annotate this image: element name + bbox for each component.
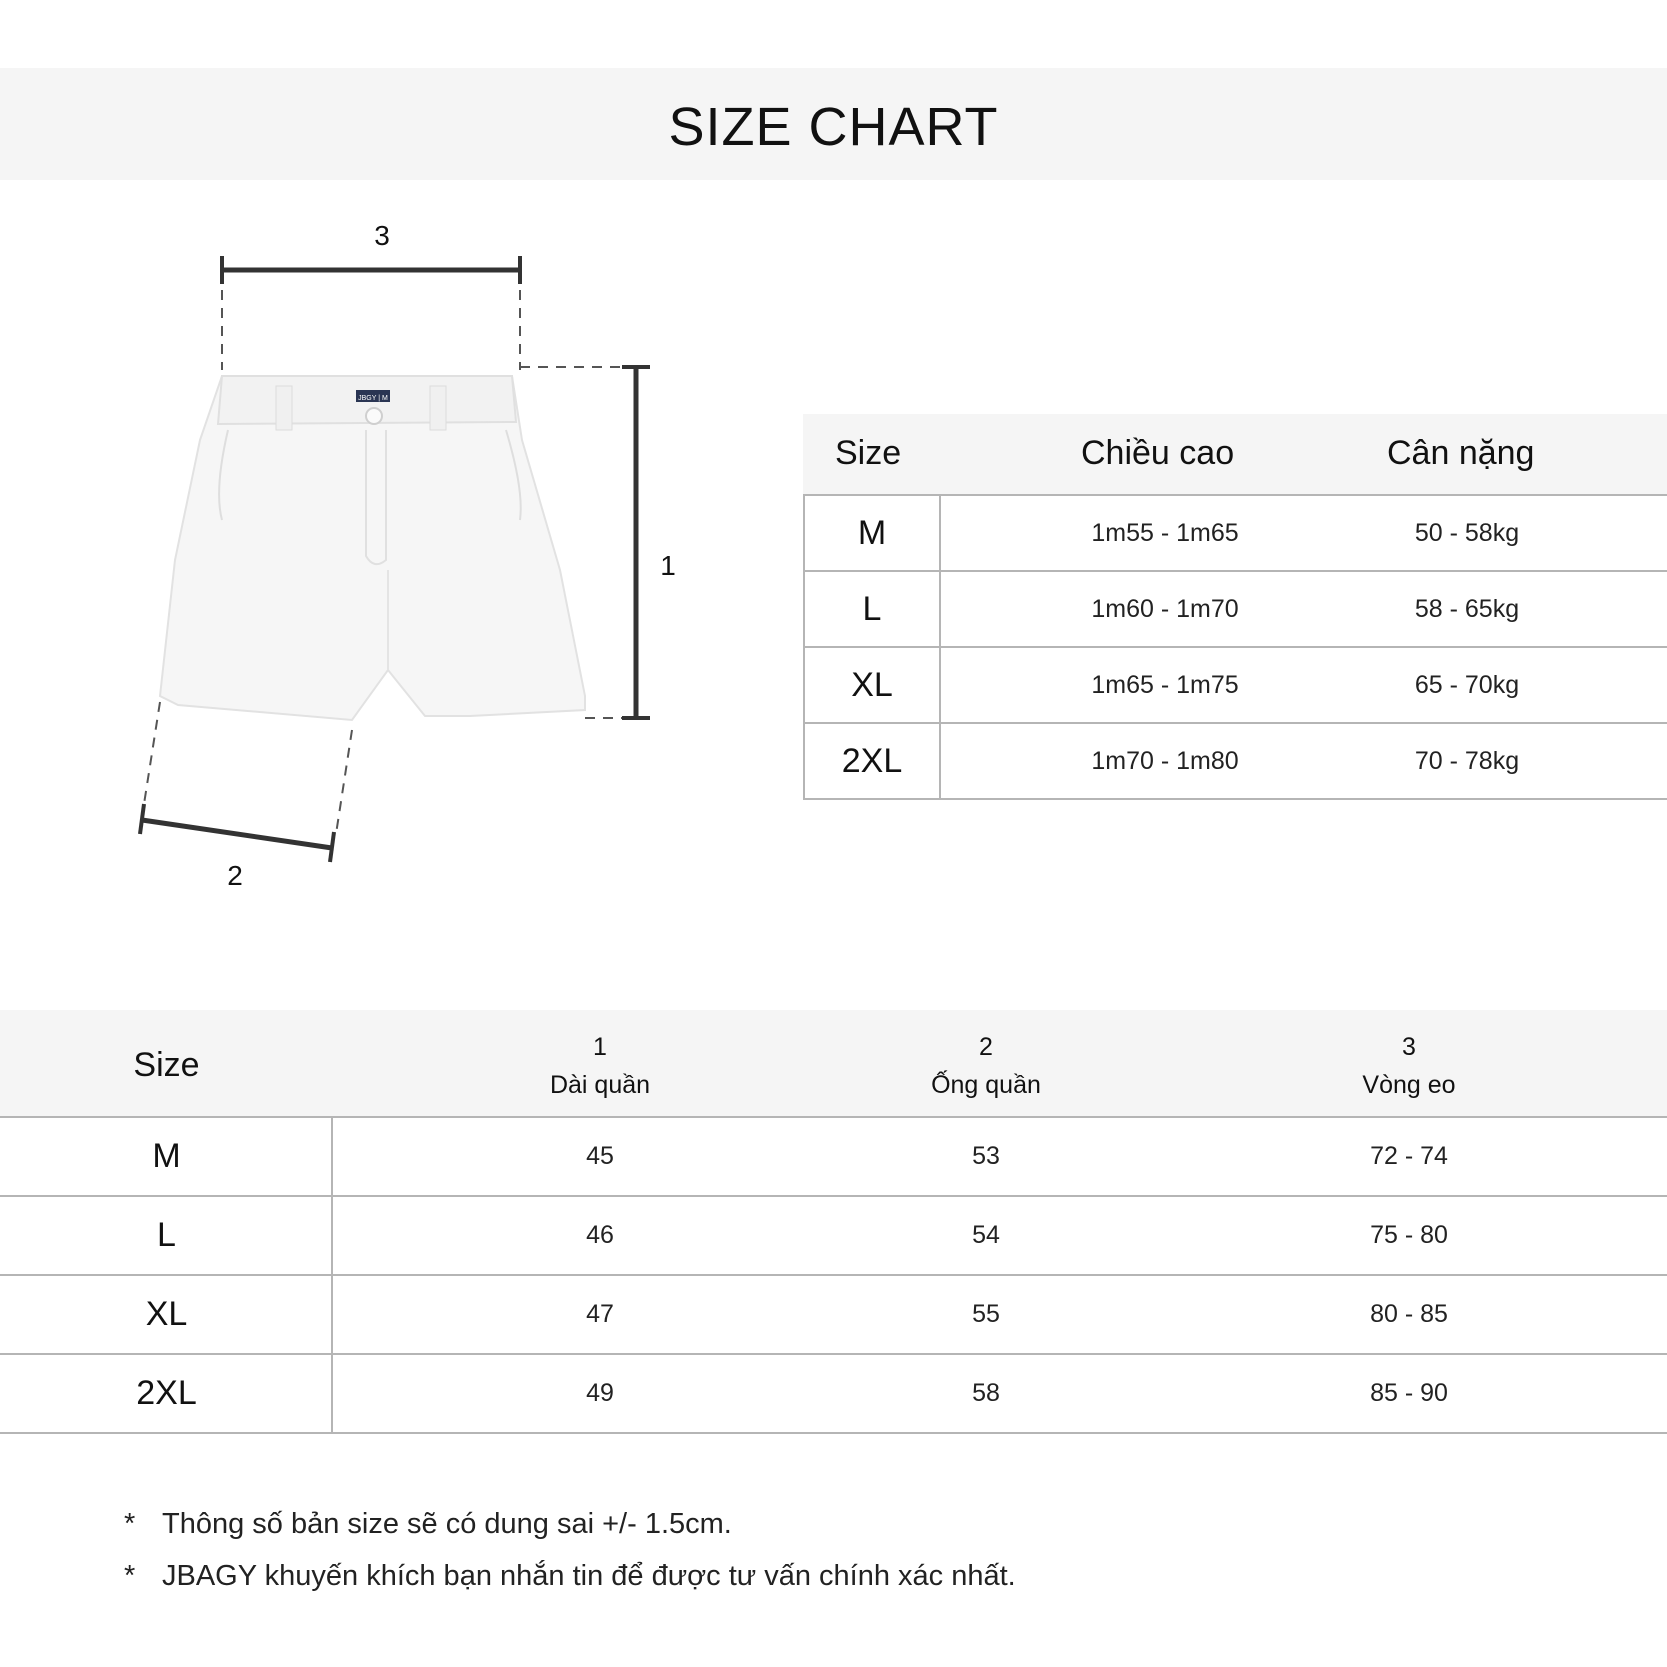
row-length: 45 [586, 1142, 614, 1170]
header-length [450, 1028, 750, 1104]
header-length-label: Dài quần [549, 1071, 651, 1099]
row-waist: 75 - 80 [1370, 1221, 1448, 1249]
table-row [0, 1355, 1667, 1434]
note-text: Thông số bản size sẽ có dung sai +/- 1.5cm. [162, 1508, 732, 1540]
waist-dimension-label: 3 [374, 220, 390, 251]
row-height: 1m65 - 1m75 [1091, 670, 1239, 699]
row-height: 1m55 - 1m65 [1091, 518, 1239, 547]
table-row [0, 1197, 1667, 1276]
notes [124, 1508, 1524, 1612]
header-waist [1259, 1028, 1559, 1104]
row-length: 47 [586, 1300, 614, 1328]
header-waist-num: 3 [1402, 1033, 1416, 1061]
header-waist-label: Vòng eo [1362, 1071, 1456, 1099]
header-leg-num: 2 [979, 1033, 993, 1061]
row-leg: 58 [972, 1379, 1000, 1407]
header-height: Chiều cao [1081, 434, 1235, 472]
table-row [803, 724, 1667, 800]
shorts-diagram [0, 190, 760, 910]
body-table-header [803, 414, 1667, 496]
row-size: XL [805, 648, 941, 722]
row-height: 1m70 - 1m80 [1091, 746, 1239, 775]
row-size: XL [145, 1295, 188, 1333]
header-length-num: 1 [593, 1033, 607, 1061]
table-row [803, 572, 1667, 648]
row-weight: 50 - 58kg [1414, 518, 1520, 547]
row-height: 1m60 - 1m70 [1091, 594, 1239, 623]
table-row [0, 1276, 1667, 1355]
measurement-table-header [0, 1010, 1667, 1118]
header-size: Size [133, 1046, 200, 1084]
measurement-table [0, 1010, 1667, 1434]
table-row [0, 1118, 1667, 1197]
row-size: 2XL [136, 1374, 197, 1412]
note-contact [124, 1560, 1524, 1612]
body-size-table [803, 414, 1667, 800]
shorts-shape [160, 376, 585, 720]
row-leg: 55 [972, 1300, 1000, 1328]
header-weight: Cân nặng [1387, 434, 1535, 472]
row-length: 49 [586, 1379, 614, 1407]
note-marker: * [124, 1508, 136, 1540]
table-row [803, 496, 1667, 572]
row-leg: 54 [972, 1221, 1000, 1249]
length-dimension-label: 1 [660, 550, 676, 581]
row-size: 2XL [805, 724, 941, 798]
shorts-illustration [0, 190, 760, 910]
row-waist: 80 - 85 [1370, 1300, 1448, 1328]
row-weight: 70 - 78kg [1414, 746, 1520, 775]
row-length: 46 [586, 1221, 614, 1249]
row-size: M [805, 496, 941, 570]
header-leg-label: Ống quần [931, 1071, 1041, 1099]
row-weight: 65 - 70kg [1414, 670, 1520, 699]
header-leg [836, 1028, 1136, 1104]
page-title: SIZE CHART [668, 97, 999, 157]
table-row [803, 648, 1667, 724]
note-text: JBAGY khuyến khích bạn nhắn tin để được tư vấn chính xác nhất. [162, 1560, 1016, 1592]
row-size: M [152, 1137, 181, 1175]
row-size: L [805, 572, 941, 646]
title-band [0, 68, 1667, 180]
row-leg: 53 [972, 1142, 1000, 1170]
row-waist: 85 - 90 [1370, 1379, 1448, 1407]
row-size: L [157, 1216, 176, 1254]
row-weight: 58 - 65kg [1414, 594, 1520, 623]
leg-dimension-label: 2 [227, 860, 243, 891]
row-waist: 72 - 74 [1370, 1142, 1448, 1170]
header-size: Size [835, 434, 902, 472]
note-marker: * [124, 1560, 136, 1592]
note-tolerance [124, 1508, 1524, 1560]
brand-tag: JBGY | M [358, 395, 388, 402]
